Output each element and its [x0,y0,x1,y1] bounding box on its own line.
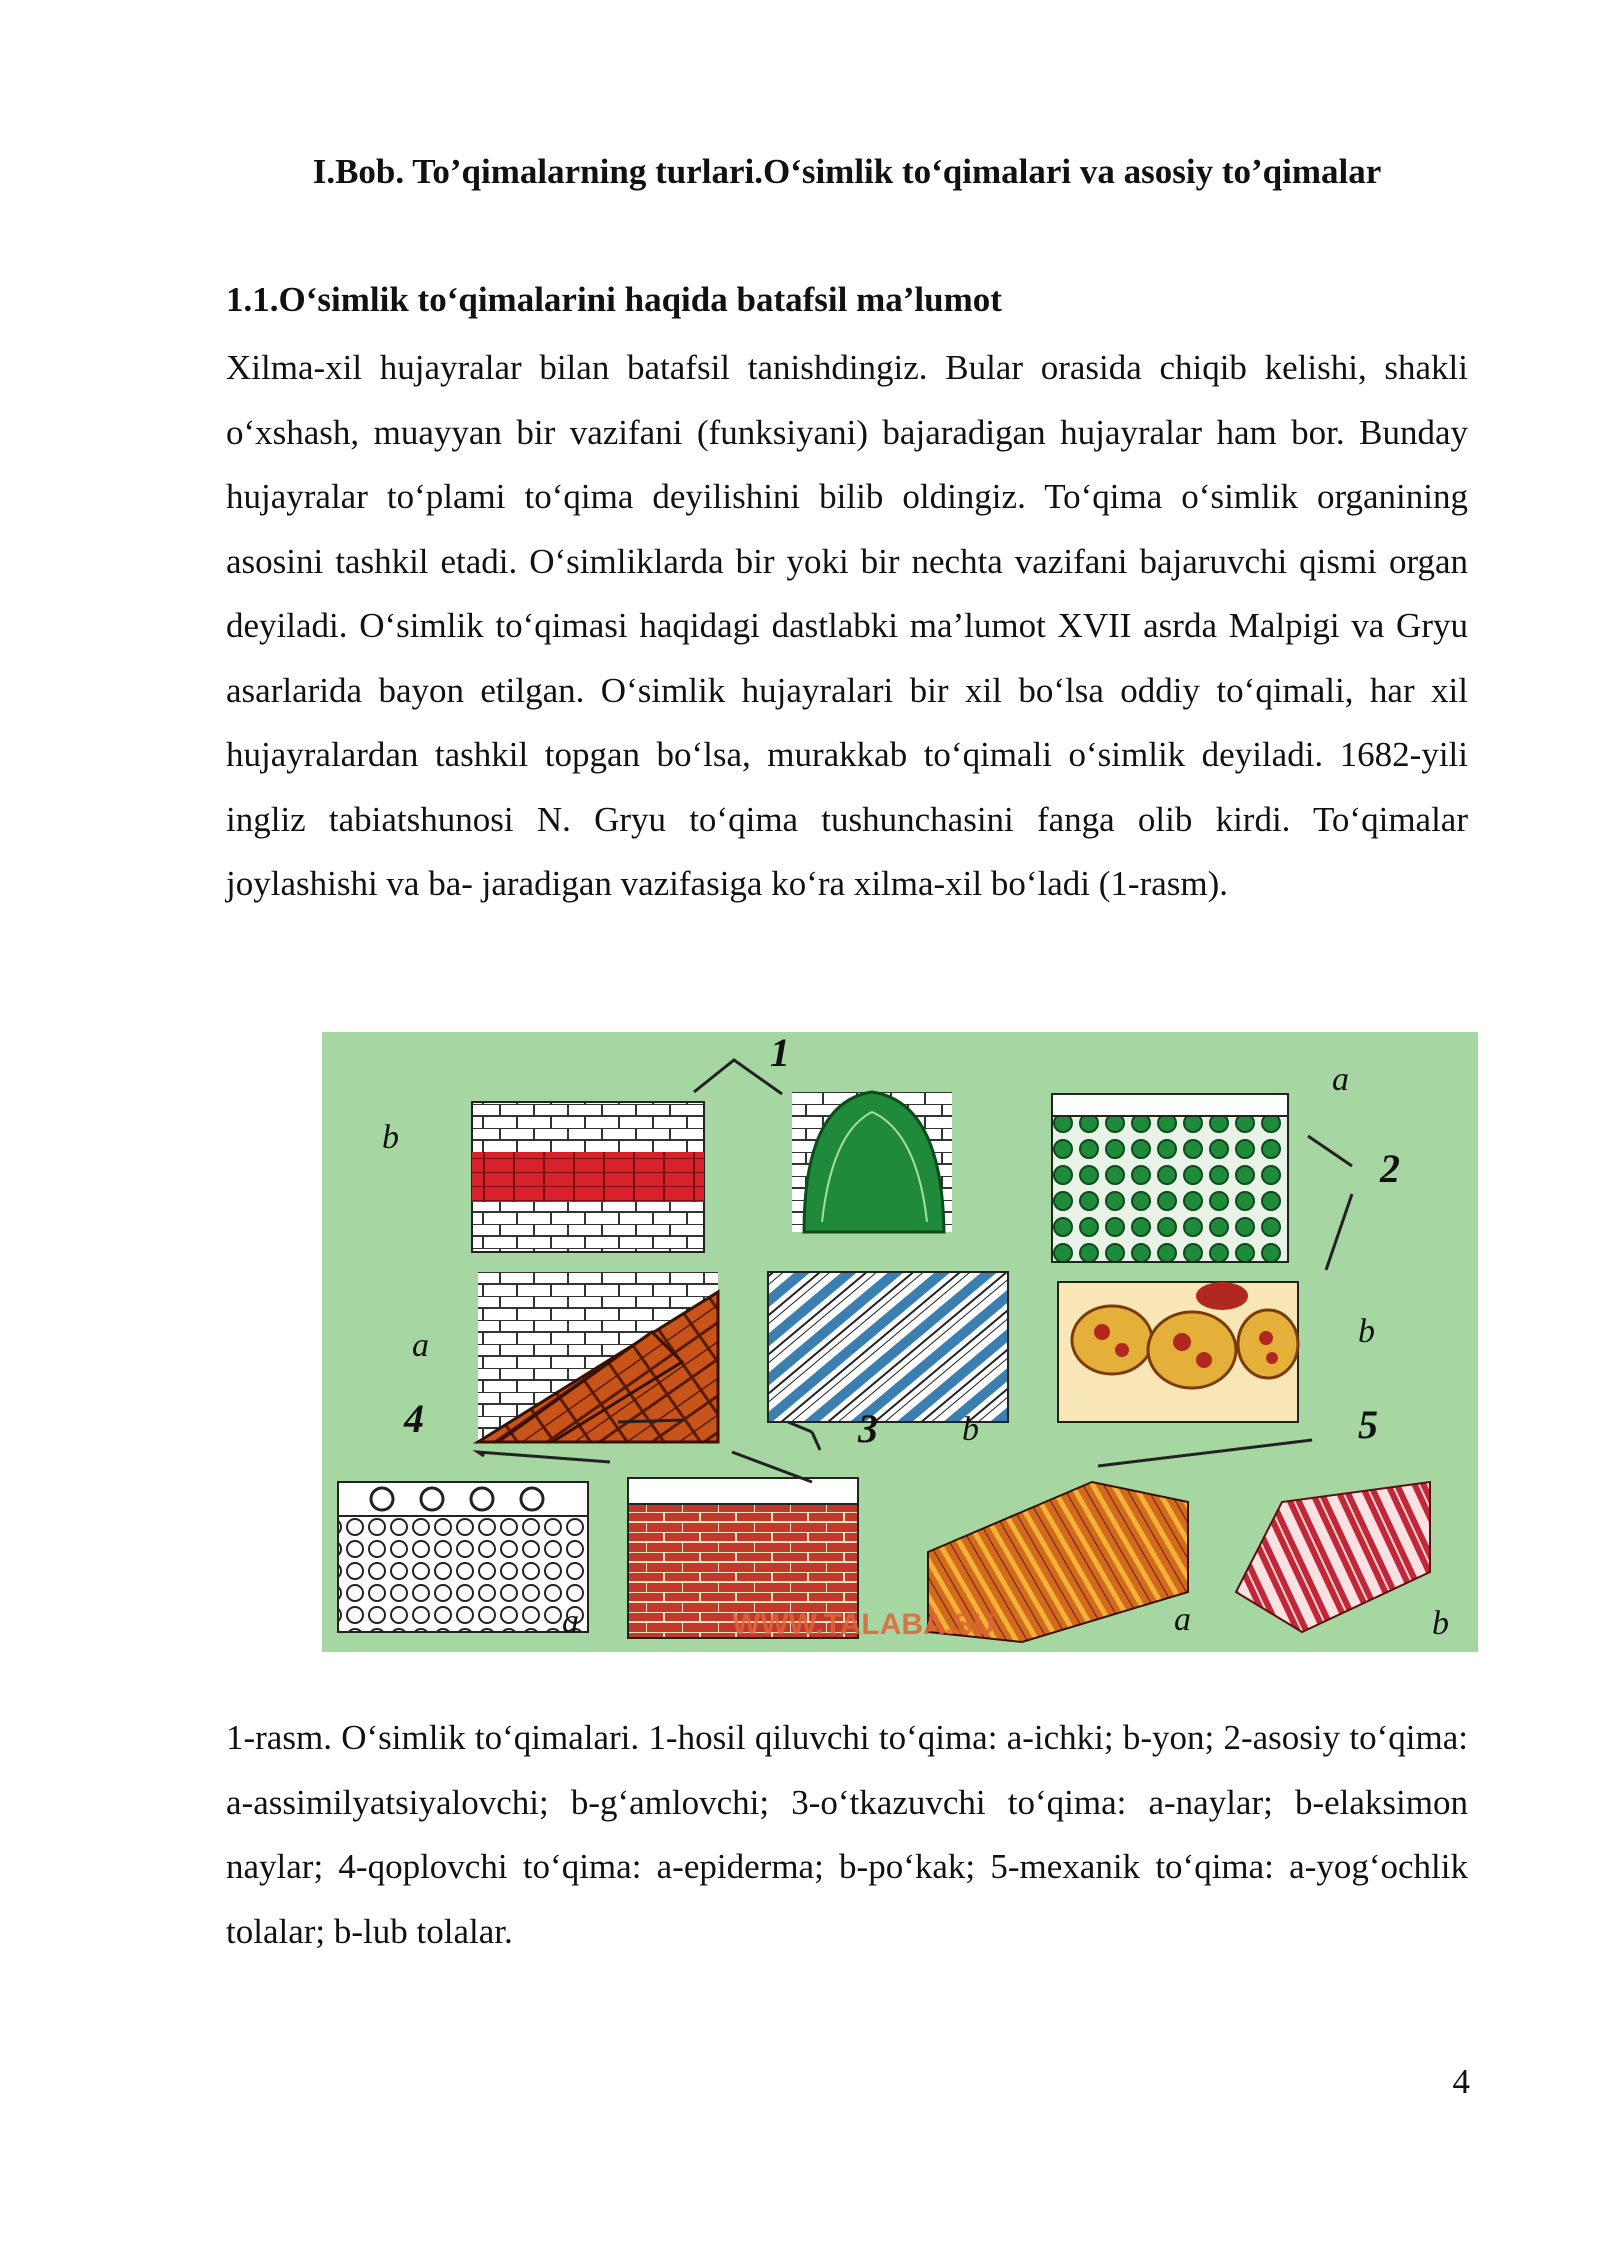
figure-caption: 1-rasm. O‘simlik to‘qimalari. 1-hosil qiluvchi to‘qima: a-ichki; b-yon; 2-asosiy to‘qima: a-assimilyatsiyalovchi; b-g‘amlovchi; 3-o‘tkazuvchi to‘qima: a-naylar; b-elaksimon naylar; 4-qoplovchi to‘qima: a-epiderma; b-po‘kak; 5-mexanik to‘qima: a-yog‘ochlik tolalar; b-lub tolalar. [226,1718,1468,1951]
epidermis-tile [338,1482,588,1632]
label-b-left: b [382,1119,399,1156]
vessels-tile [478,1272,718,1442]
chapter-title: I.Bob. To’qimalarning turlari.O‘simlik to‘qimalari va asosiy to’qimalar [312,152,1382,191]
page-number: 4 [1452,2062,1470,2101]
label-3: 3 [858,1406,878,1451]
storage-tissue-tile [1058,1282,1298,1422]
watermark: WWW.TALABA.SU [732,1608,995,1641]
label-a-bottom-left: a [562,1603,579,1640]
section-title: 1.1.O‘simlik to‘qimalarini haqida batafsil ma’lumot [226,280,1002,319]
label-b-bottom-right: b [1432,1605,1449,1642]
label-b-center: b [962,1411,979,1448]
plant-tissues-figure [322,1032,1478,1652]
body-paragraph: Xilma-xil hujayralar bilan batafsil tanishdingiz. Bular orasida chiqib kelishi, shakli o‘xshash, muayyan bir vazifani (funksiyani) bajaradigan hujayralar ham bor. Bunday hujayralar to‘plami to‘qima deyilishini bilib oldingiz. To‘qima o‘simlik organining asosini tashkil etadi. O‘simliklarda bir yoki bir nechta vazifani bajaruvchi qismi organ deyiladi. O‘simlik to‘qimasi haqidagi dastlabki ma’lumot XVII asrda Malpigi va Gryu asarlarida bayon etilgan. O‘simlik hujayralari bir xil bo‘lsa oddiy to‘qimali, har xil hujayralardan tashkil topgan bo‘lsa, murakkab to‘qimali o‘simlik deyiladi. 1682-yili ingliz tabiatshunosi N. Gryu to‘qima tushunchasini fanga olib kirdi. To‘qimalar joylashishi va ba- jaradigan vazifasiga ko‘ra xilma-xil bo‘ladi (1-rasm). [226,348,1468,903]
tissue-illustration [322,1032,1478,1652]
label-4: 4 [404,1396,424,1441]
label-b-right: b [1358,1313,1375,1350]
label-5: 5 [1358,1402,1378,1447]
bast-fibers-tile [1236,1482,1430,1632]
label-1: 1 [770,1032,790,1075]
label-a-top: a [1332,1061,1349,1098]
assimilation-tissue-tile [1052,1094,1288,1262]
label-a-bottom-right: a [1174,1601,1191,1638]
label-2: 2 [1380,1146,1400,1191]
sieve-tubes-tile [768,1272,1008,1422]
meristem-apical-tile [792,1092,952,1232]
label-a-middle: a [412,1327,429,1364]
meristem-lateral-tile [472,1102,704,1252]
